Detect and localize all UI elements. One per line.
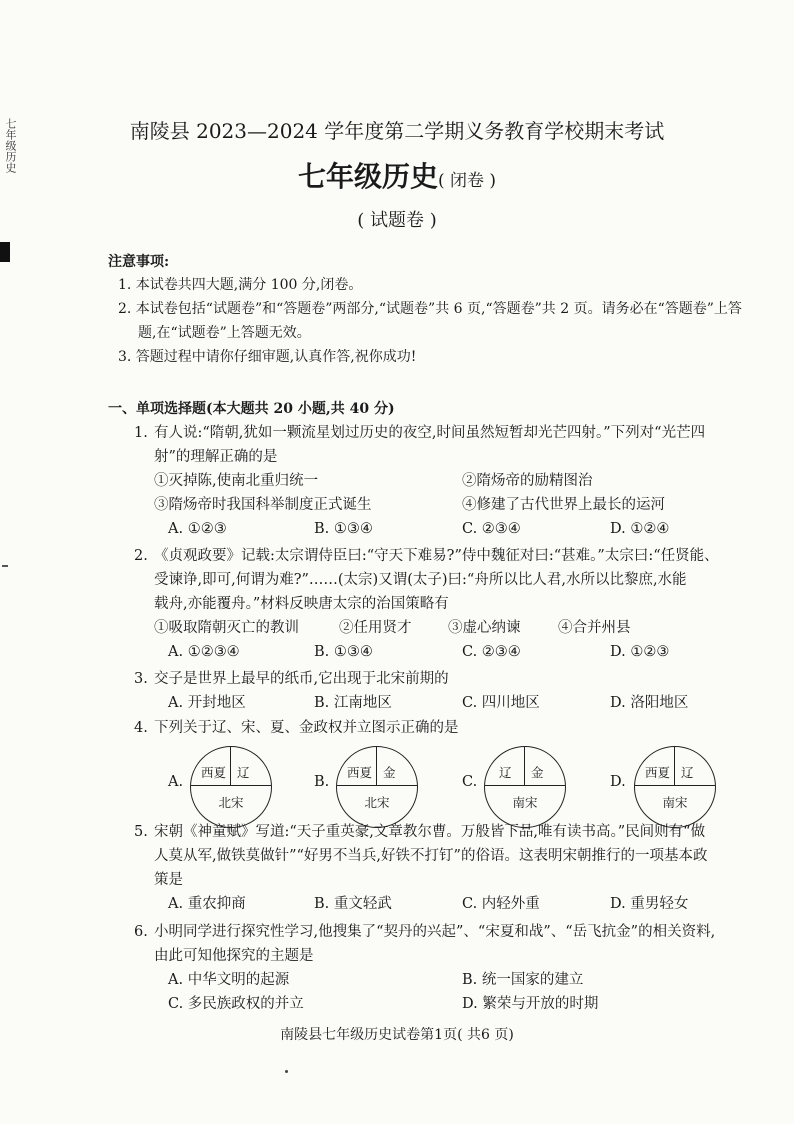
diagram-label: 辽 [681, 765, 694, 780]
notice-item: 3. 答题过程中请你仔细审题,认真作答,祝你成功! [118, 349, 417, 365]
question-stem: 有人说:“隋朝,犹如一颗流星划过历史的夜空,时间虽然短暂却光芒四射。”下列对“光芒四 [154, 425, 706, 441]
diagram-label: 西夏 [347, 765, 373, 780]
diagram-label: 金 [531, 765, 544, 780]
question-stem: 人莫从军,做铁莫做针”“好男不当兵,好铁不打钉”的俗语。这表明宋朝推行的一项基本政 [154, 848, 708, 864]
regime-diagram-c [484, 746, 566, 828]
question-stem: 射”的理解正确的是 [154, 449, 278, 465]
statement-1: ①吸取隋朝灭亡的教训 [154, 620, 299, 636]
option-c: C. 多民族政权的并立 [168, 996, 304, 1012]
scan-speck [285, 1070, 288, 1073]
diagram-label: 辽 [237, 765, 250, 780]
option-c: C. ②③④ [462, 521, 521, 537]
diagram-label: 北宋 [218, 795, 244, 810]
diagram-label: 北宋 [364, 795, 390, 810]
regime-diagram-a [190, 746, 272, 828]
side-binding-label: 七年级历史 [4, 118, 17, 173]
question-stem: 策是 [154, 872, 183, 888]
option-a: A. ①②③ [168, 521, 227, 537]
statement-3: ③虚心纳谏 [448, 620, 521, 636]
question-5 [134, 820, 774, 916]
statement-1: ①灭掉陈,使南北重归统一 [154, 473, 319, 489]
option-a: A. ①②③④ [168, 644, 240, 660]
question-stem: 载舟,亦能覆舟。”材料反映唐太宗的治国策略有 [154, 596, 449, 612]
option-c: C. 内轻外重 [462, 896, 540, 912]
option-b: B. 江南地区 [314, 695, 392, 711]
option-b: B. 重文轻武 [314, 896, 392, 912]
option-b: B. [314, 774, 330, 790]
question-stem: 小明同学进行探究性学习,他搜集了“契丹的兴起”、“宋夏和战”、“岳飞抗金”的相关资料, [154, 924, 716, 940]
diagram-label: 南宋 [662, 795, 688, 810]
question-number: 2. [134, 548, 148, 564]
diagram-label: 辽 [499, 765, 512, 780]
subject-name: 七年级历史 [297, 160, 438, 193]
option-b: B. ①③④ [314, 644, 373, 660]
page-footer: 南陵县七年级历史试卷第1页( 共6 页) [280, 1027, 514, 1043]
option-c: C. 四川地区 [462, 695, 540, 711]
option-d: D. ①②④ [610, 521, 670, 537]
notice-item: 1. 本试卷共四大题,满分 100 分,闭卷。 [118, 277, 363, 293]
question-stem: 宋朝《神童赋》写道:“天子重英豪,文章教尔曹。万般皆下品,唯有读书高。”民间则有“做 [154, 824, 706, 840]
question-6 [134, 920, 774, 1016]
statement-2: ②隋炀帝的励精图治 [462, 473, 593, 489]
diagram-label: 西夏 [645, 765, 671, 780]
regime-diagram-b [336, 746, 418, 828]
statement-4: ④合并州县 [558, 620, 631, 636]
regime-diagram-d [634, 746, 716, 828]
option-a: A. 开封地区 [168, 695, 246, 711]
option-d: D. 重男轻女 [610, 896, 689, 912]
option-a: A. [168, 774, 184, 790]
notice-item: 2. 本试卷包括“试题卷”和“答题卷”两部分,“试题卷”共 6 页,“答题卷”共 2 页。请务必在“答题卷”上答题,在“试题卷”上答题无效。 [118, 301, 742, 341]
statement-3: ③隋炀帝时我国科举制度正式诞生 [154, 497, 372, 513]
exam-title: 南陵县 2023—2024 学年度第二学期义务教育学校期末考试 [129, 119, 665, 143]
closed-book-note: ( 闭卷 ) [437, 171, 497, 191]
binding-dash [2, 565, 8, 567]
option-a: A. 重农抑商 [168, 896, 246, 912]
question-stem: 由此可知他探究的主题是 [154, 948, 314, 964]
notice-heading: 注意事项: [108, 254, 170, 270]
option-b: B. ①③④ [314, 521, 373, 537]
option-d: D. [610, 774, 626, 790]
question-stem: 《贞观政要》记载:太宗谓侍臣曰:“守天下难易?”侍中魏征对曰:“甚难。”太宗曰:“任贤能、 [154, 548, 719, 564]
question-2 [134, 544, 774, 664]
option-d: D. 繁荣与开放的时期 [462, 996, 599, 1012]
paper-type: ( 试题卷 ) [357, 210, 437, 231]
question-number: 5. [134, 824, 148, 840]
question-number: 6. [134, 924, 148, 940]
exam-subtitle [0, 155, 794, 195]
question-number: 1. [134, 425, 148, 441]
diagram-label: 金 [383, 765, 396, 780]
question-stem: 下列关于辽、宋、夏、金政权并立图示正确的是 [154, 720, 459, 736]
statement-2: ②任用贤才 [339, 620, 412, 636]
question-4 [134, 716, 774, 816]
question-3 [134, 667, 774, 715]
question-stem: 受谏诤,即可,何谓为难?”……(太宗)又谓(太子)曰:“舟所以比人君,水所以比黎庶,水能 [154, 572, 687, 588]
question-number: 3. [134, 671, 148, 687]
question-number: 4. [134, 720, 148, 736]
question-1 [134, 421, 774, 541]
option-b: B. 统一国家的建立 [462, 972, 584, 988]
notice-list [108, 273, 758, 369]
option-a: A. 中华文明的起源 [168, 972, 290, 988]
diagram-label: 南宋 [512, 795, 538, 810]
diagram-label: 西夏 [201, 765, 227, 780]
section-heading: 一、单项选择题(本大题共 20 小题,共 40 分) [108, 401, 395, 417]
option-c: C. [462, 774, 478, 790]
option-d: D. ①②③ [610, 644, 670, 660]
option-c: C. ②③④ [462, 644, 521, 660]
binding-mark [0, 242, 10, 262]
statement-4: ④修建了古代世界上最长的运河 [462, 497, 665, 513]
question-stem: 交子是世界上最早的纸币,它出现于北宋前期的 [154, 671, 449, 687]
option-d: D. 洛阳地区 [610, 695, 689, 711]
